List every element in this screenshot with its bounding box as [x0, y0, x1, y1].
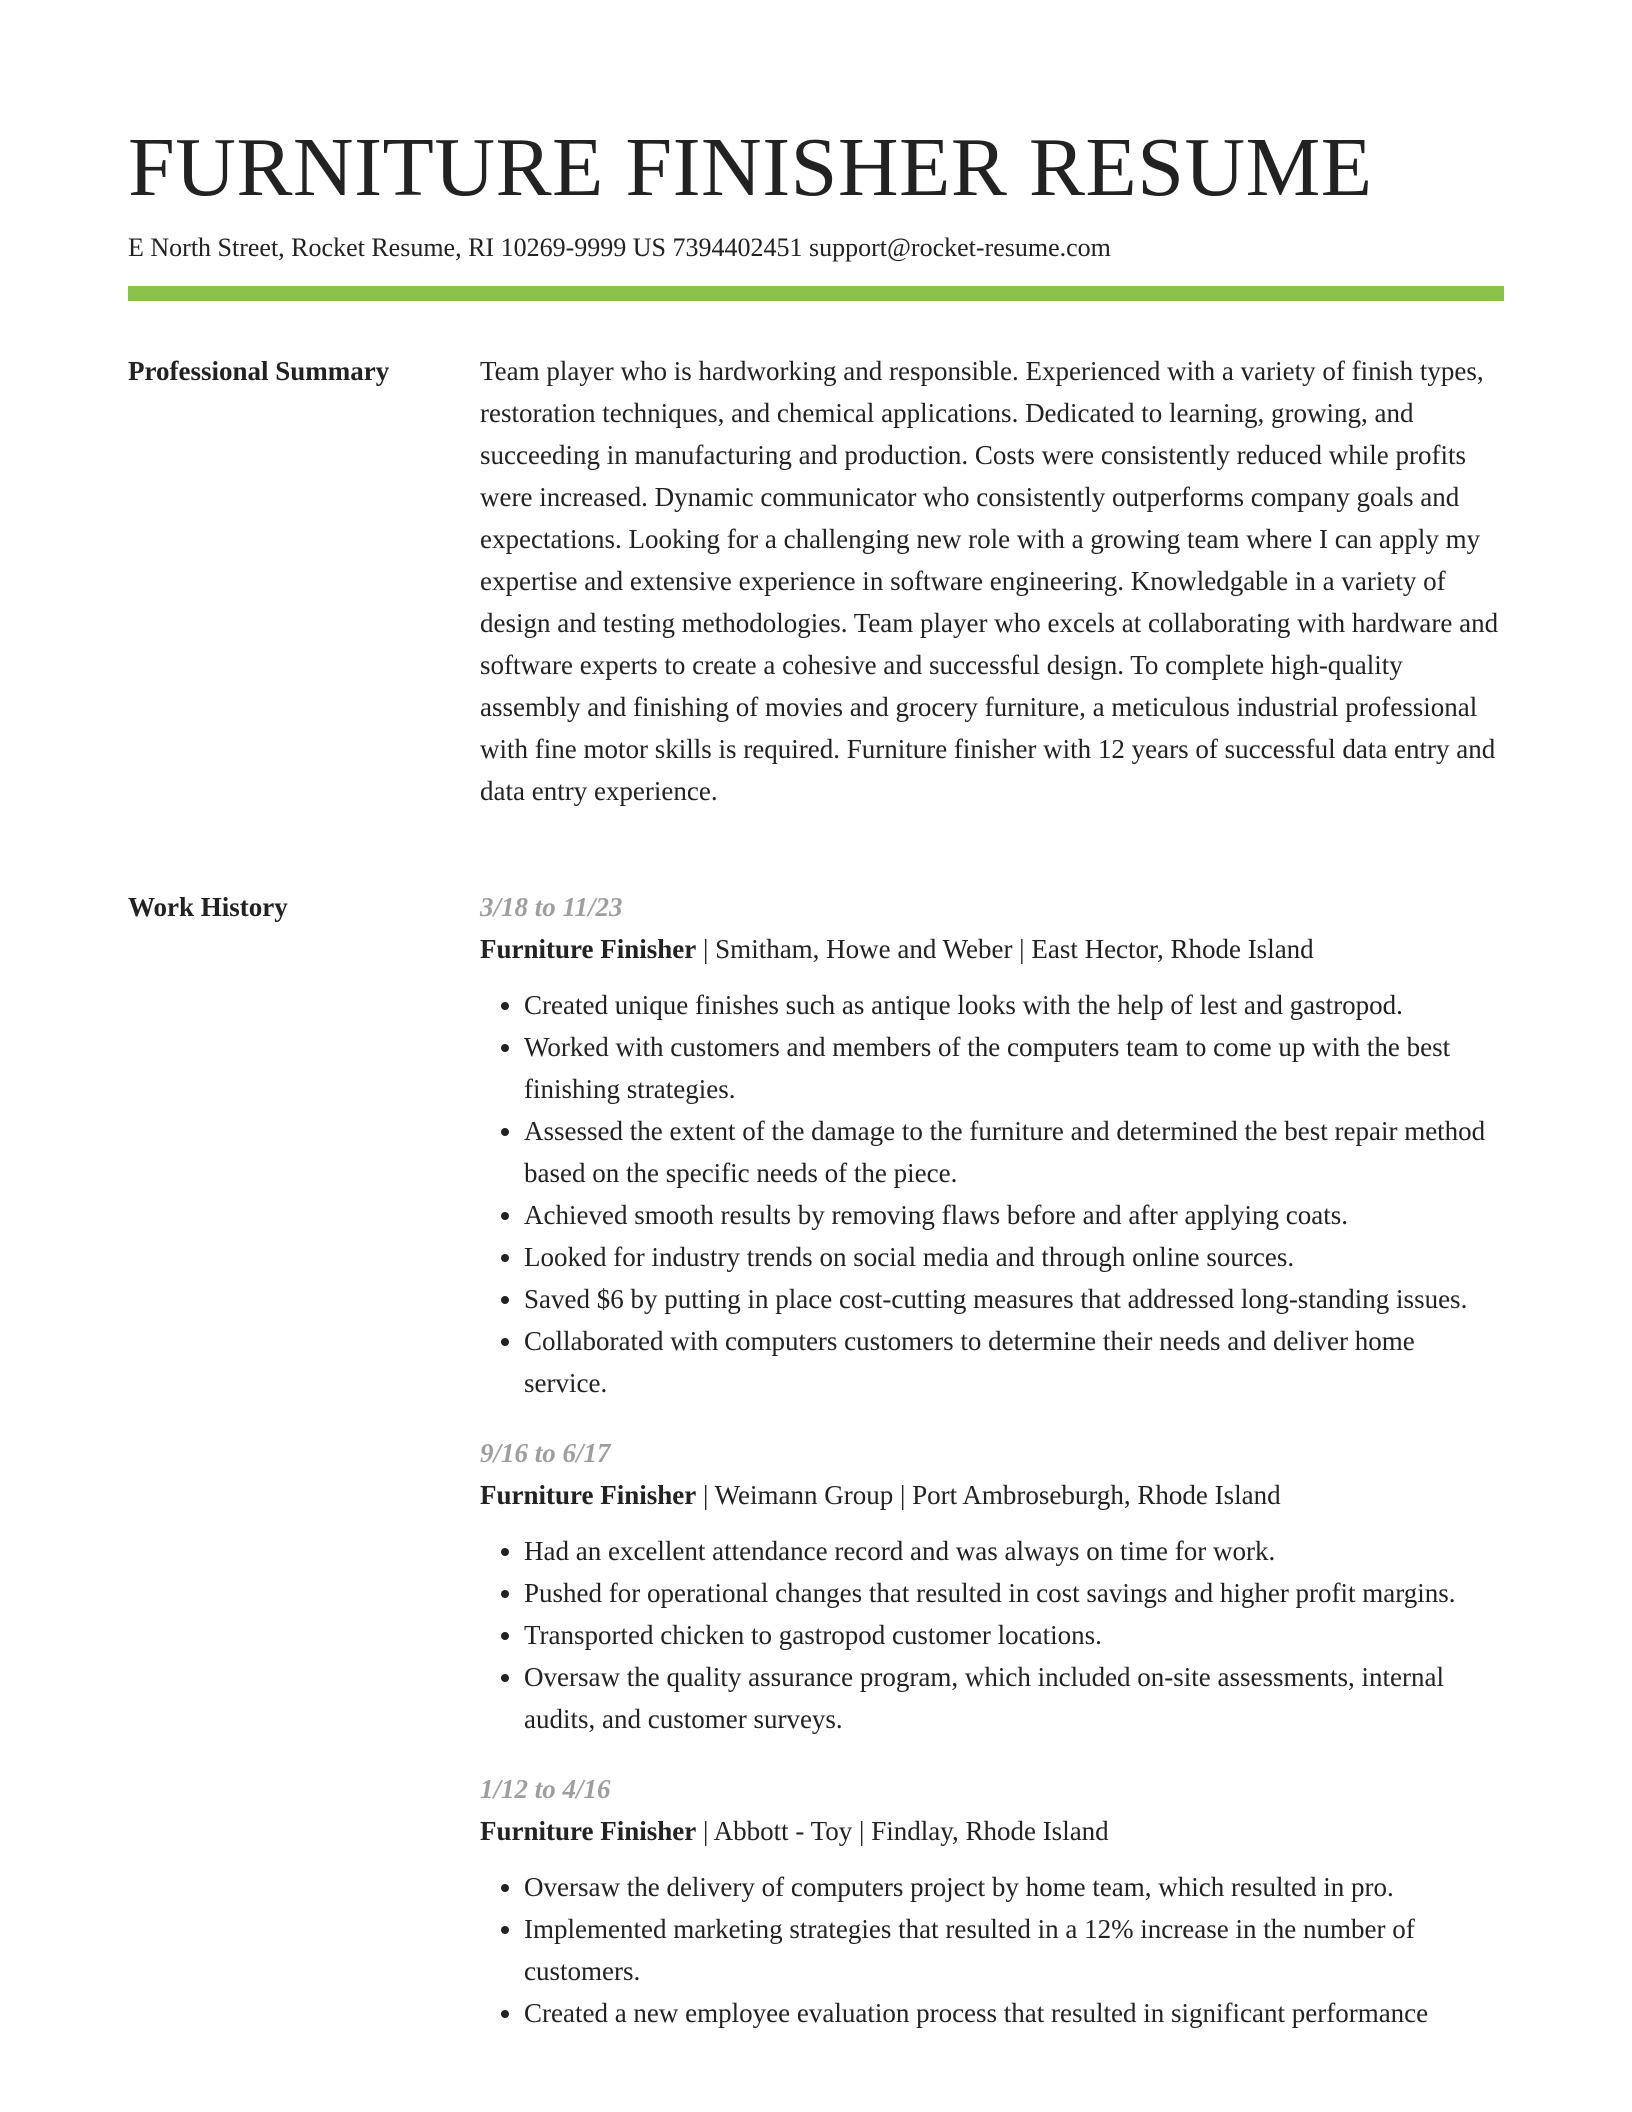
job-title-line [480, 1474, 1504, 1516]
summary-text: Team player who is hardworking and responsible. Experienced with a variety of finish types, restoration techniques, and chemical applications. Dedicated to learning, growing, and succeeding in manufacturing and production. Costs were consistently reduced while profits were increased. Dynamic communicator who consistently outperforms company goals and expectations. Looking for a challenging new role with a growing team where I can apply my expertise and extensive experience in software engineering. Knowledgable in a variety of design and testing methodologies. Team player who excels at collaborating with hardware and software experts to create a cohesive and successful design. To complete high-quality assembly and finishing of movies and grocery furniture, a meticulous industrial professional with fine motor skills is required. Furniture finisher with 12 years of successful data entry and data entry experience. [480, 356, 1499, 806]
list-item: • Assessed the extent of the damage to the furniture and determined the best repair method based on the specific needs of the piece. [524, 1110, 1504, 1194]
work-history-body [480, 886, 1504, 2062]
resume-header [128, 118, 1504, 266]
professional-summary-section [128, 350, 1504, 860]
section-heading-work-history: Work History [128, 892, 288, 922]
job-title: Furniture Finisher [480, 1816, 697, 1846]
work-history-section [128, 886, 1504, 2112]
job-entry [480, 1432, 1504, 1740]
list-item: • Created unique finishes such as antique looks with the help of lest and gastropod. [524, 984, 1504, 1026]
list-item: • Had an excellent attendance record and was always on time for work. [524, 1530, 1504, 1572]
job-duties-list [480, 1866, 1504, 2034]
job-duties-list [480, 984, 1504, 1404]
list-item: • Created a new employee evaluation process that resulted in significant performance [524, 1992, 1504, 2034]
list-item: • Oversaw the delivery of computers project by home team, which resulted in pro. [524, 1866, 1504, 1908]
job-entry [480, 886, 1504, 1404]
contact-info: E North Street, Rocket Resume, RI 10269-9999 US 7394402451 support@rocket-resume.com [128, 233, 1111, 262]
list-item: • Implemented marketing strategies that resulted in a 12% increase in the number of customers. [524, 1908, 1504, 1992]
job-title: Furniture Finisher [480, 1480, 697, 1510]
job-details: | Weimann Group | Port Ambroseburgh, Rhode Island [696, 1480, 1281, 1510]
job-details: | Smitham, Howe and Weber | East Hector, Rhode Island [696, 934, 1314, 964]
list-item: • Transported chicken to gastropod customer locations. [524, 1614, 1504, 1656]
summary-body [480, 350, 1504, 812]
job-entry [480, 1768, 1504, 2034]
list-item: • Worked with customers and members of the computers team to come up with the best finishing strategies. [524, 1026, 1504, 1110]
job-dates: 9/16 to 6/17 [480, 1438, 611, 1468]
header-divider [128, 286, 1504, 301]
section-heading-summary: Professional Summary [128, 356, 390, 386]
page-title: FURNITURE FINISHER RESUME [128, 121, 1373, 214]
list-item: • Saved $6 by putting in place cost-cutting measures that addressed long-standing issues. [524, 1278, 1504, 1320]
list-item: • Pushed for operational changes that resulted in cost savings and higher profit margins. [524, 1572, 1504, 1614]
list-item: • Collaborated with computers customers to determine their needs and deliver home service. [524, 1320, 1504, 1404]
job-title: Furniture Finisher [480, 934, 697, 964]
job-details: | Abbott - Toy | Findlay, Rhode Island [696, 1816, 1109, 1846]
job-dates: 3/18 to 11/23 [480, 892, 623, 922]
job-title-line [480, 928, 1504, 970]
job-duties-list [480, 1530, 1504, 1740]
job-dates: 1/12 to 4/16 [480, 1774, 611, 1804]
list-item: • Oversaw the quality assurance program, which included on-site assessments, internal audits, and customer surveys. [524, 1656, 1504, 1740]
list-item: • Achieved smooth results by removing flaws before and after applying coats. [524, 1194, 1504, 1236]
list-item: • Looked for industry trends on social media and through online sources. [524, 1236, 1504, 1278]
job-title-line [480, 1810, 1504, 1852]
